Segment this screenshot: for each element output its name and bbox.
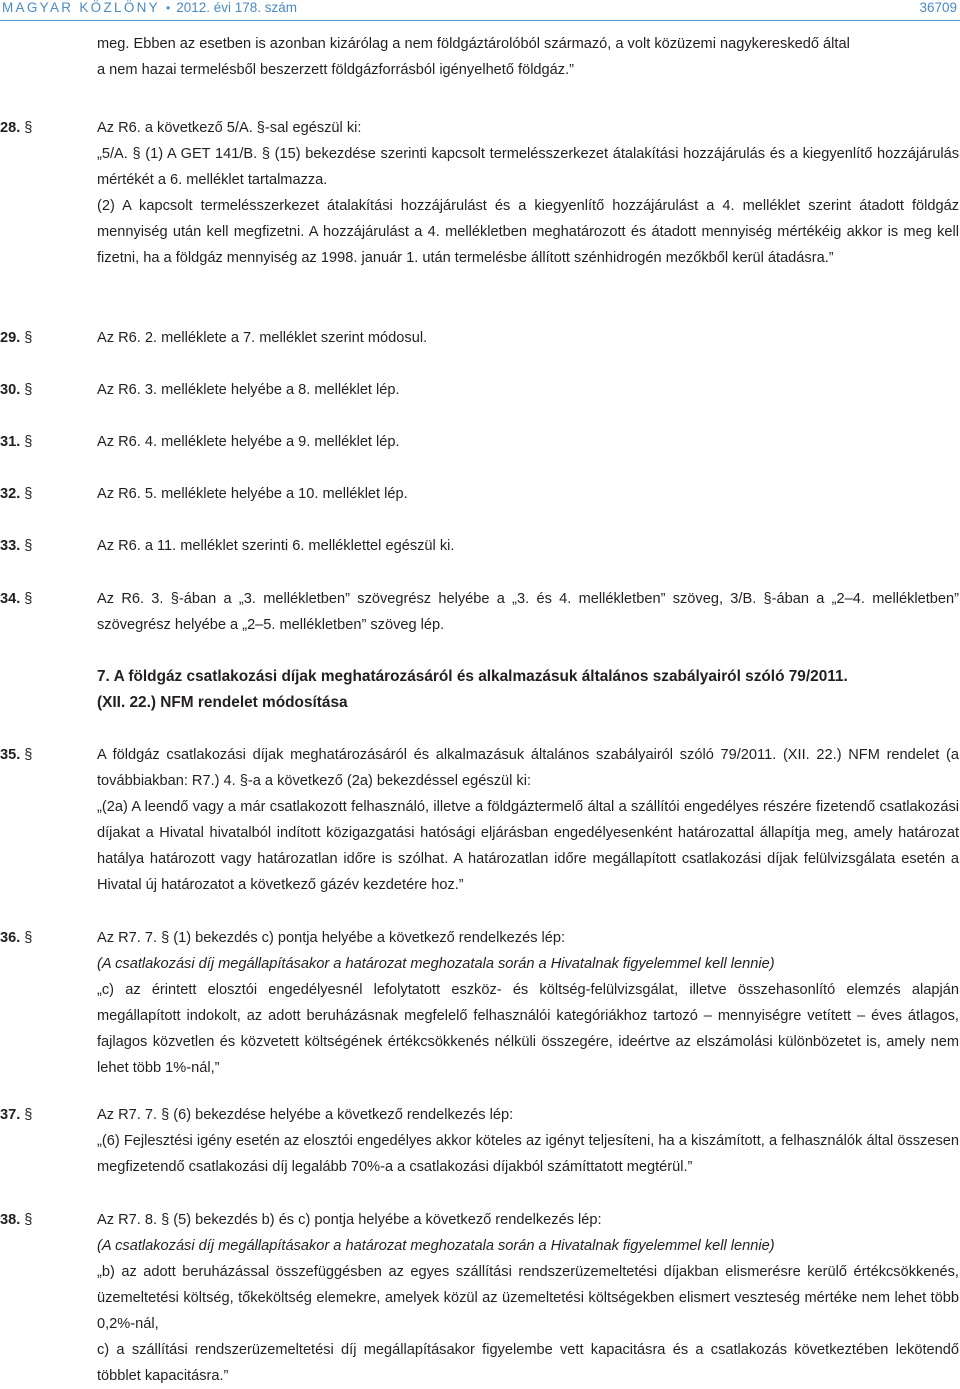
section-paragraph: Az R6. 3. melléklete helyébe a 8. melléklet lép. [97, 382, 400, 398]
section-37 [0, 1102, 960, 1180]
header-rule [0, 20, 960, 21]
section-paragraph-italic: (A csatlakozási díj megállapításakor a határozat meghozatala során a Hivatalnak figyelemmel kell lennie) [97, 1238, 775, 1254]
section-number: 36. [0, 930, 21, 946]
section-number: 28. [0, 120, 21, 136]
section-paragraph: „c) az érintett elosztói engedélyesnél lefolytatott eszköz- és költség-felülvizsgálat, illetve összehasonlító elemzés alapján megállapított indokolt, az adott beruházásnak megfelelő felhasználói kategóriákhoz tartozó – mennyiségre vetített – éves átlagos, fajlagos közvetlen és közvetett költségének értékcsökkenés nélküli összegére, ideértve az elszámolási különbözetet is, amely nem lehet több 1%-nál,” [97, 982, 959, 1076]
header-publication-line [2, 0, 297, 15]
section-36 [0, 925, 960, 1081]
section-number: 29. [0, 330, 21, 346]
section-paragraph: „(6) Fejlesztési igény esetén az elosztói engedélyes akkor köteles az igényt teljesíteni, ha a kiszámított, a felhasználók által összesen megfizetendő csatlakozási díj legalább 70%-a a csatlakozási díjakból számíttatott megtérül.” [97, 1133, 959, 1175]
page-number: 36709 [919, 0, 957, 15]
section-paragraph: „(2a) A leendő vagy a már csatlakozott felhasználó, illetve a földgáztermelő által a szállítói engedélyes részére fizetendő csatlakozási díjakat a Hivatal hivatalból indított közigazgatási hatósági eljárásban engedélyesenként határozattal állapítja meg, amely határozat hatálya határozott vagy határozatlan időre is szólhat. A határozatlan időre megállapított csatlakozási díjak felülvizsgálata esetén a Hivatal új határozatot a következő gázév kezdetére hoz.” [97, 799, 959, 893]
header-bullet: • [165, 1, 171, 15]
section-31 [0, 429, 960, 455]
paragraph-sign: § [24, 930, 33, 946]
section-33 [0, 533, 960, 559]
section-34 [0, 586, 960, 638]
intro-line: a nem hazai termelésből beszerzett földgázforrásból igényelhető földgáz.” [97, 62, 574, 78]
paragraph-sign: § [24, 434, 33, 450]
paragraph-sign: § [24, 538, 33, 554]
intro-line: meg. Ebben az esetben is azonban kizárólag a nem földgáztárolóból származó, a volt közüzemi nagykereskedő által [97, 36, 850, 52]
section-paragraph: Az R7. 7. § (1) bekezdés c) pontja helyébe a következő rendelkezés lép: [97, 930, 566, 946]
section-paragraph: „5/A. § (1) A GET 141/B. § (15) bekezdése szerinti kapcsolt termelésszerkezet átalakítási hozzájárulás és a kiegyenlítő hozzájárulás mértékét a 6. melléklet tartalmazza. [97, 146, 959, 188]
section-paragraph: A földgáz csatlakozási díjak meghatározásáról és alkalmazásuk általános szabályairól szóló 79/2011. (XII. 22.) NFM rendelet (a továbbiakban: R7.) 4. §-a a következő (2a) bekezdéssel egészül ki: [97, 747, 959, 789]
section-paragraph-italic: (A csatlakozási díj megállapításakor a határozat meghozatala során a Hivatalnak figyelemmel kell lennie) [97, 956, 775, 972]
section-paragraph: Az R6. 4. melléklete helyébe a 9. melléklet lép. [97, 434, 400, 450]
section-number: 35. [0, 747, 21, 763]
page-header [0, 0, 960, 18]
paragraph-sign: § [24, 382, 33, 398]
paragraph-sign: § [24, 591, 33, 607]
chapter-7-title [0, 664, 960, 716]
section-35 [0, 742, 960, 898]
section-paragraph: (2) A kapcsolt termelésszerkezet átalakítási hozzájárulást és a kiegyenlítő hozzájárulást a 4. melléklet szerint átadott földgáz mennyiség után kell megfizetni. A hozzájárulást a 4. mellékletben meghatározott és átadott mennyiség mértékéig akkor is meg kell fizetni, ha a földgáz mennyiség az 1998. január 1. után termelésbe állított szénhidrogén mezőkből kerül átadásra.” [97, 198, 959, 266]
section-number: 37. [0, 1107, 21, 1123]
chapter-title-text: A földgáz csatlakozási díjak meghatározásáról és alkalmazásuk általános szabályairól szóló 79/2011. (XII. 22.) NFM rendelet módosítása [97, 668, 848, 711]
paragraph-sign: § [24, 330, 33, 346]
section-30 [0, 377, 960, 403]
paragraph-sign: § [24, 747, 33, 763]
paragraph-sign: § [24, 1212, 33, 1228]
section-paragraph: Az R6. a következő 5/A. §-sal egészül ki: [97, 120, 362, 136]
intro-continuation [0, 31, 960, 83]
section-paragraph: c) a szállítási rendszerüzemeltetési díj megállapításakor figyelembe vett kapacitásra és a csatlakozás következtében lekötendő többlet kapacitásra.” [97, 1342, 959, 1384]
issue-label: 2012. évi 178. szám [176, 0, 298, 15]
paragraph-sign: § [24, 486, 33, 502]
section-number: 34. [0, 591, 21, 607]
chapter-number: 7. [97, 668, 110, 685]
section-number: 30. [0, 382, 21, 398]
paragraph-sign: § [24, 1107, 33, 1123]
section-paragraph: Az R7. 7. § (6) bekezdése helyébe a következő rendelkezés lép: [97, 1107, 514, 1123]
section-paragraph: Az R6. 5. melléklete helyébe a 10. melléklet lép. [97, 486, 408, 502]
section-paragraph: Az R6. a 11. melléklet szerinti 6. melléklettel egészül ki. [97, 538, 455, 554]
section-number: 31. [0, 434, 21, 450]
section-paragraph: Az R6. 3. §-ában a „3. mellékletben” szövegrész helyébe a „3. és 4. mellékletben” szöveg, 3/B. §-ában a „2–4. mellékletben” szövegrész helyébe a „2–5. mellékletben” szöveg lép. [97, 591, 959, 633]
section-38 [0, 1207, 960, 1389]
publication-name: MAGYAR KÖZLÖNY [2, 0, 160, 15]
section-number: 32. [0, 486, 21, 502]
section-28 [0, 115, 960, 271]
section-32 [0, 481, 960, 507]
section-paragraph: Az R6. 2. melléklete a 7. melléklet szerint módosul. [97, 330, 428, 346]
section-paragraph: Az R7. 8. § (5) bekezdés b) és c) pontja helyébe a következő rendelkezés lép: [97, 1212, 602, 1228]
section-number: 38. [0, 1212, 21, 1228]
section-paragraph: „b) az adott beruházással összefüggésben az egyes szállítási rendszerüzemeltetési díjakban elismerésre kerülő értékcsökkenés, üzemeltetési költség, tőkeköltség elemekre, amelyek közül az üzemeltetési költségekben elismert veszteség mértéke nem lehet több 0,2%-nál, [97, 1264, 959, 1332]
section-29 [0, 325, 960, 351]
paragraph-sign: § [24, 120, 33, 136]
section-number: 33. [0, 538, 21, 554]
